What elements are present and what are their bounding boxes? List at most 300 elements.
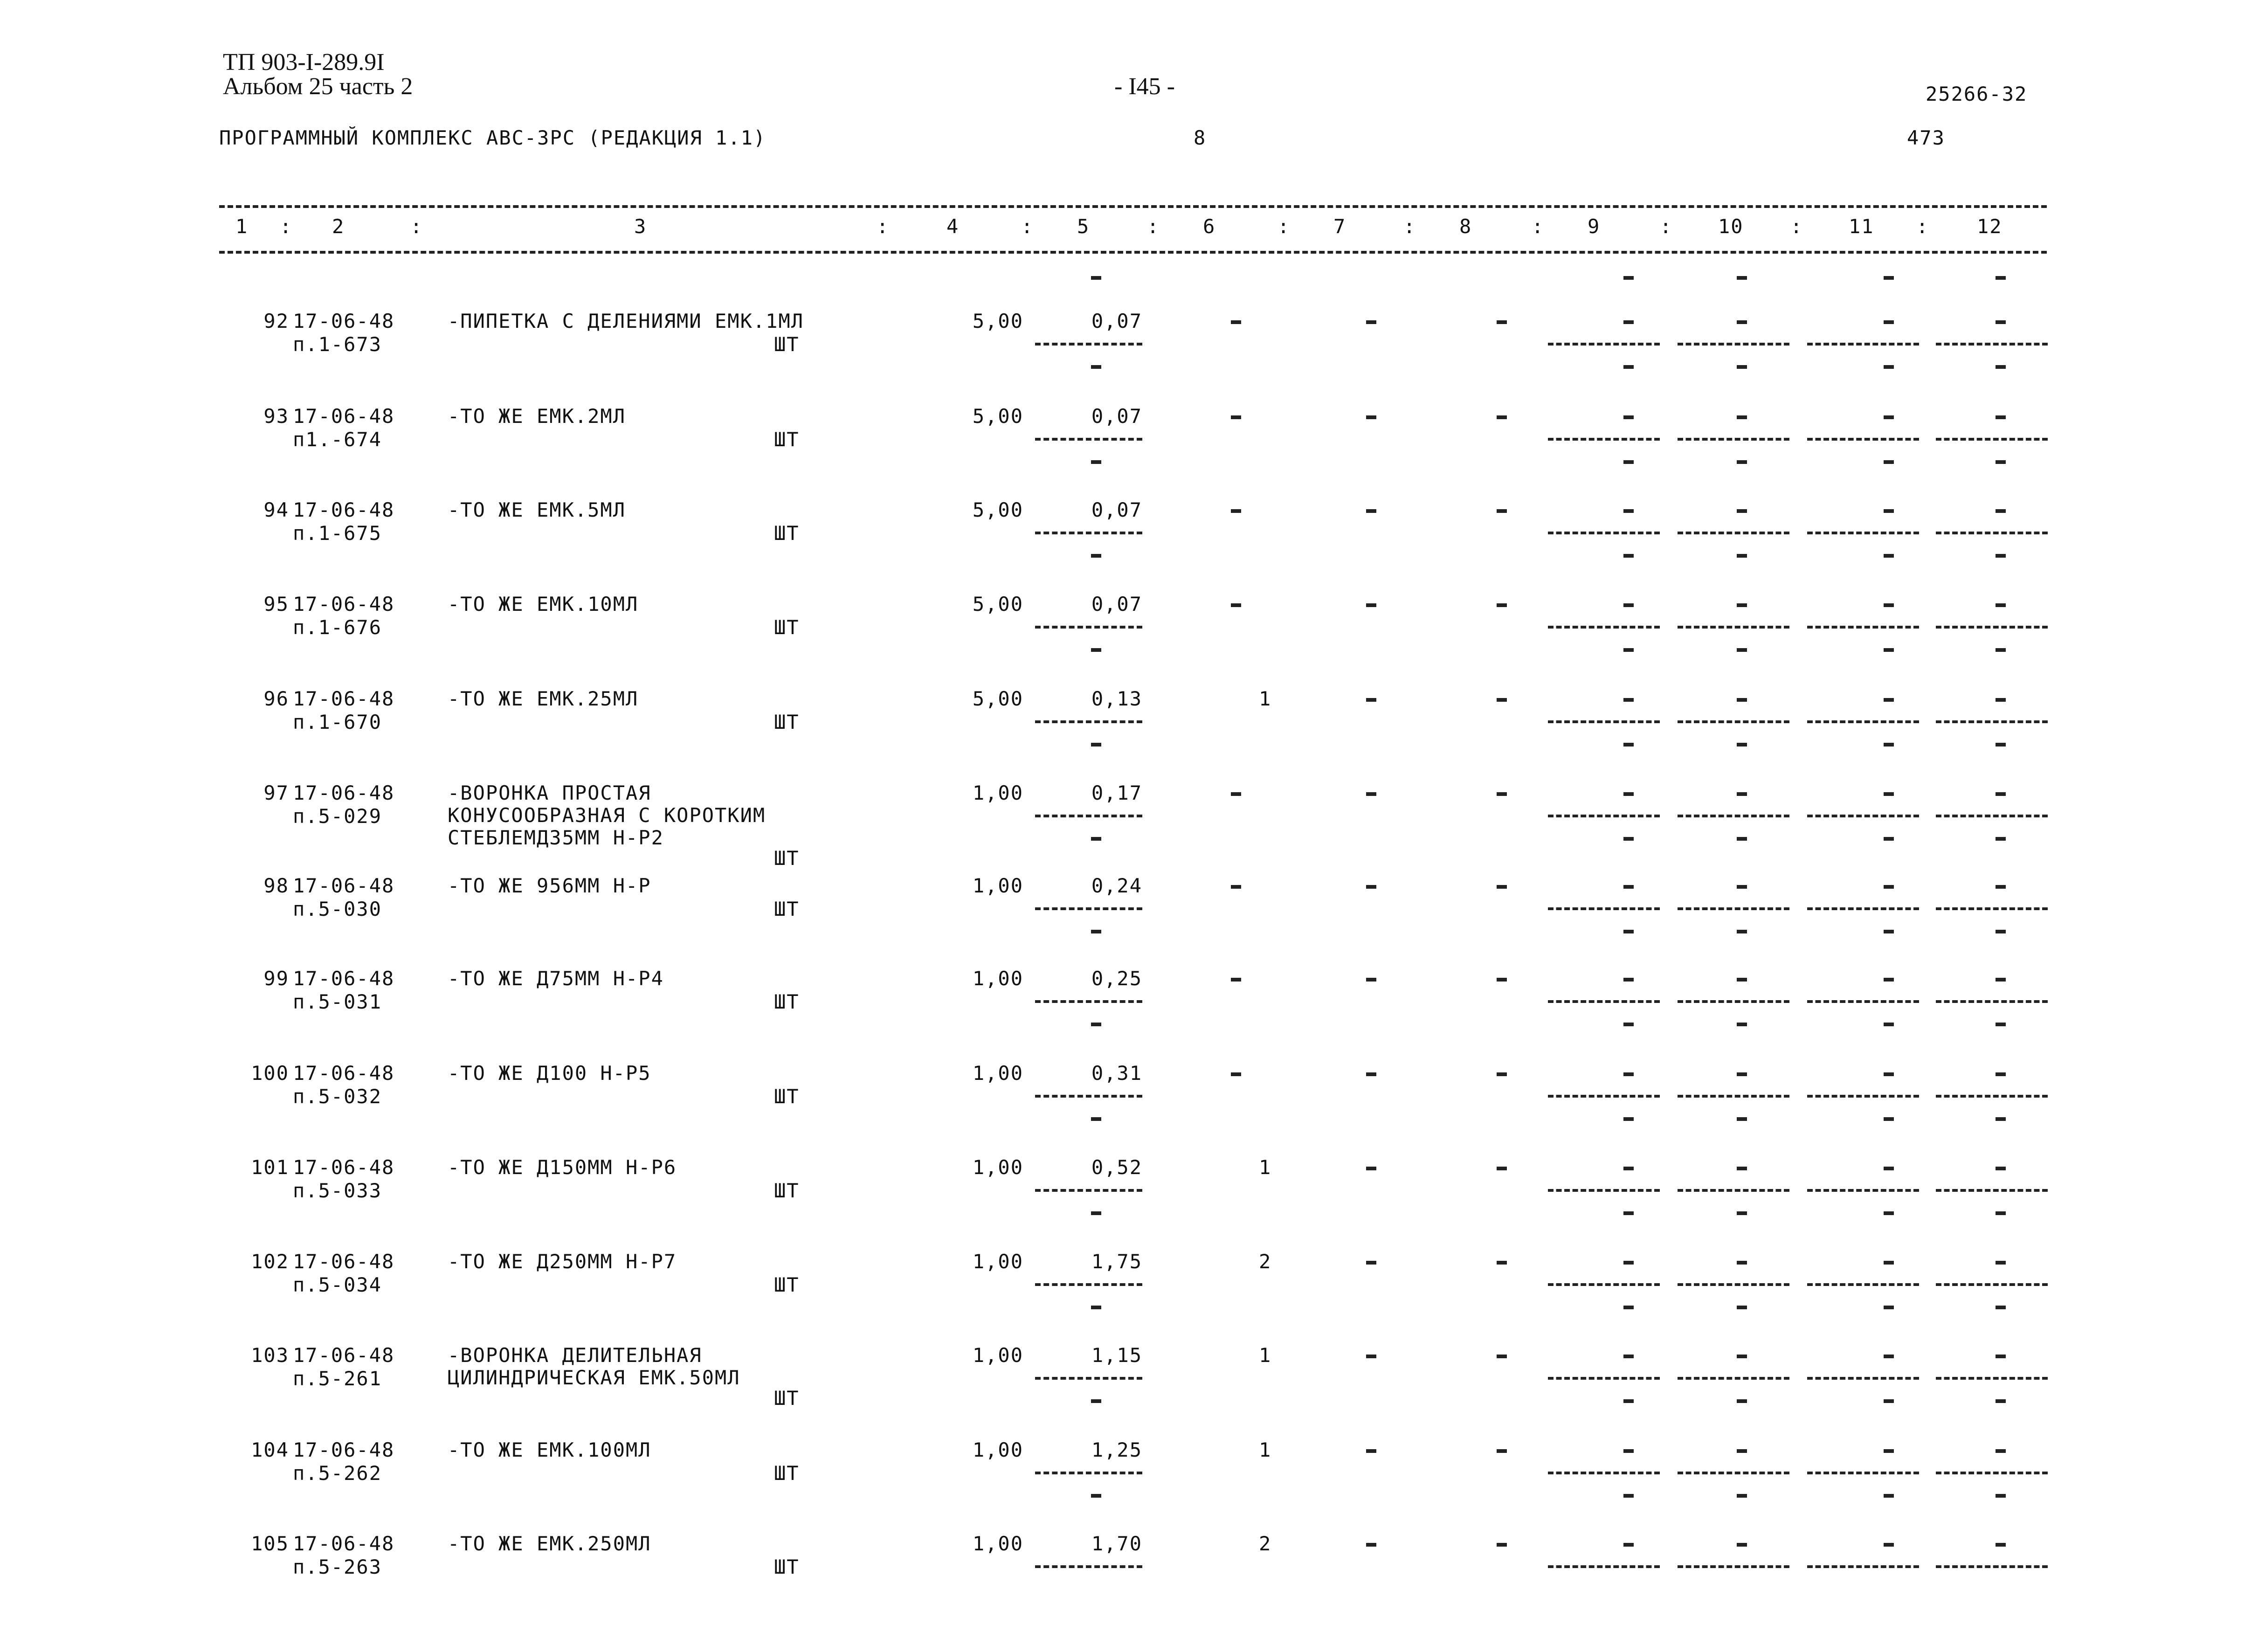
- row-unit: ШТ: [774, 1387, 800, 1410]
- column-separator: :: [877, 215, 890, 238]
- table-row: [0, 405, 2258, 498]
- column-header-7: 7: [1333, 215, 1347, 238]
- page-number: - I45 -: [1114, 73, 1175, 100]
- column-separator: :: [1021, 215, 1034, 238]
- row-code: 17-06-48: [293, 1344, 395, 1367]
- row-divider-mark: [1737, 276, 1747, 280]
- row-col-dash-top: [1737, 1355, 1747, 1358]
- row-divider-mark: [1996, 276, 2006, 280]
- row-unit: ШТ: [774, 847, 800, 870]
- row-name-line: -ТО ЖЕ ЕМК.10МЛ: [448, 593, 639, 615]
- row-value: 0,31: [1091, 1062, 1142, 1085]
- row-subcode: п1.-674: [293, 428, 382, 451]
- row-value: 0,24: [1091, 874, 1142, 897]
- row-col-underline: [1548, 1000, 1660, 1003]
- row-col7-dash: [1366, 603, 1376, 607]
- column-separator: :: [1403, 215, 1416, 238]
- row-subcode: п.5-032: [293, 1085, 382, 1108]
- table-row: [0, 499, 2258, 592]
- row-col-dash-bottom: [1623, 648, 1634, 652]
- row-col-dash-top: [1623, 1543, 1634, 1547]
- row-number: 98: [263, 874, 289, 897]
- row-name-line: -ТО ЖЕ ЕМК.2МЛ: [448, 405, 626, 428]
- row-subcode: п.5-030: [293, 898, 382, 920]
- table-row: [0, 1062, 2258, 1155]
- row-col-underline: [1936, 1377, 2048, 1380]
- column-header-3: 3: [634, 215, 647, 238]
- row-col-dash-top: [1996, 320, 2006, 324]
- row-col-dash-top: [1623, 415, 1634, 419]
- row-col-dash-top: [1623, 1355, 1634, 1358]
- row-col-dash-bottom: [1737, 554, 1747, 558]
- row-col-underline: [1936, 1283, 2048, 1286]
- row-col7-dash: [1366, 1072, 1376, 1076]
- row-value: 0,07: [1091, 593, 1142, 615]
- row-quantity: 5,00: [972, 405, 1023, 428]
- row-col-dash-top: [1737, 1543, 1747, 1547]
- row-col-underline: [1807, 438, 1919, 441]
- row-col5-underline: [1035, 1283, 1142, 1286]
- row-col8-dash: [1497, 698, 1507, 702]
- row-col5-underline: [1035, 1095, 1142, 1098]
- row-col-dash-bottom: [1623, 1306, 1634, 1309]
- row-col-dash-top: [1996, 1261, 2006, 1265]
- row-col5-underline: [1035, 815, 1142, 817]
- row-col-dash-top: [1623, 698, 1634, 702]
- row-col-dash-bottom: [1623, 743, 1634, 747]
- row-col8-dash: [1497, 1167, 1507, 1170]
- row-col-underline: [1548, 1565, 1660, 1568]
- row-col-dash-bottom: [1884, 365, 1894, 369]
- row-unit: ШТ: [774, 1085, 800, 1108]
- row-col6-dash: [1231, 603, 1241, 607]
- column-header-8: 8: [1459, 215, 1472, 238]
- row-col-dash-top: [1996, 1167, 2006, 1170]
- row-code: 17-06-48: [293, 593, 395, 615]
- row-col-dash-bottom: [1996, 1494, 2006, 1498]
- sheet-number: 8: [1194, 126, 1207, 149]
- row-number: 102: [251, 1250, 289, 1273]
- row-quantity: 5,00: [972, 593, 1023, 615]
- row-quantity: 5,00: [972, 687, 1023, 710]
- row-col-dash-top: [1884, 1355, 1894, 1358]
- row-name-line: -ВОРОНКА ДЕЛИТЕЛЬНАЯ: [448, 1344, 702, 1367]
- row-col-dash-bottom: [1996, 648, 2006, 652]
- row-col-dash-bottom: [1884, 460, 1894, 464]
- column-separator: :: [1790, 215, 1803, 238]
- row-col-dash-bottom: [1884, 1211, 1894, 1215]
- row-number: 92: [263, 310, 289, 332]
- column-header-6: 6: [1203, 215, 1216, 238]
- row-col5-underline: [1035, 1000, 1142, 1003]
- sheet-total: 473: [1907, 126, 1945, 149]
- row-col-dash-bottom: [1996, 930, 2006, 933]
- row-code: 17-06-48: [293, 781, 395, 804]
- row-col-dash-top: [1737, 603, 1747, 607]
- row-col6-dash: [1231, 885, 1241, 889]
- row-col-underline: [1548, 907, 1660, 910]
- row-col6-dash: [1231, 792, 1241, 796]
- row-col-dash-bottom: [1737, 648, 1747, 652]
- row-quantity: 1,00: [972, 781, 1023, 804]
- row-code: 17-06-48: [293, 1438, 395, 1461]
- row-col-underline: [1678, 1472, 1789, 1474]
- row-col6: 2: [1259, 1532, 1272, 1555]
- row-col7-dash: [1366, 1261, 1376, 1265]
- table-row: [0, 310, 2258, 403]
- table-row: [0, 1251, 2258, 1344]
- row-col8-dash: [1497, 415, 1507, 419]
- row-col-underline: [1548, 815, 1660, 817]
- row-unit: ШТ: [774, 1273, 800, 1296]
- row-col-dash-top: [1623, 978, 1634, 982]
- row-subcode: п.1-676: [293, 616, 382, 639]
- row-col8-dash: [1497, 885, 1507, 889]
- row-col6: 1: [1259, 687, 1272, 710]
- row-col-dash-top: [1884, 603, 1894, 607]
- column-header-2: 2: [332, 215, 345, 238]
- row-value: 1,70: [1091, 1532, 1142, 1555]
- row-unit: ШТ: [774, 616, 800, 639]
- row-quantity: 1,00: [972, 1156, 1023, 1179]
- row-col-dash-bottom: [1884, 930, 1894, 933]
- row-col8-dash: [1497, 1355, 1507, 1358]
- row-col-dash-bottom: [1884, 1117, 1894, 1121]
- row-col8-dash: [1497, 509, 1507, 513]
- column-separator: :: [1916, 215, 1929, 238]
- row-col-dash-top: [1737, 885, 1747, 889]
- row-col-dash-top: [1623, 320, 1634, 324]
- row-col-dash-bottom: [1623, 1211, 1634, 1215]
- column-header-12: 12: [1977, 215, 2003, 238]
- row-value: 1,15: [1091, 1344, 1142, 1367]
- row-col-dash-top: [1623, 603, 1634, 607]
- row-col-dash-top: [1996, 603, 2006, 607]
- row-col-underline: [1936, 1472, 2048, 1474]
- row-col-underline: [1807, 532, 1919, 534]
- row-subcode: п.1-670: [293, 711, 382, 733]
- row-col5-underline: [1035, 532, 1142, 534]
- row-col6-dash: [1231, 415, 1241, 419]
- row-col8-dash: [1497, 1449, 1507, 1453]
- row-col-dash-top: [1623, 1072, 1634, 1076]
- row-col-dash-top: [1884, 792, 1894, 796]
- column-header-4: 4: [946, 215, 960, 238]
- row-col-dash-top: [1884, 415, 1894, 419]
- row-col-underline: [1807, 1189, 1919, 1192]
- row-col-dash-bottom: [1996, 1117, 2006, 1121]
- row-col-dash-top: [1884, 320, 1894, 324]
- row-col-dash-top: [1737, 509, 1747, 513]
- row-value: 0,13: [1091, 687, 1142, 710]
- row-col-dash-bottom: [1996, 837, 2006, 841]
- row-col5-dash-bottom: [1091, 554, 1101, 558]
- row-col-underline: [1548, 1472, 1660, 1474]
- row-col5-dash-bottom: [1091, 1399, 1101, 1403]
- row-col-dash-bottom: [1884, 743, 1894, 747]
- row-col-dash-top: [1737, 1449, 1747, 1453]
- row-col-dash-bottom: [1737, 1023, 1747, 1026]
- row-col-dash-bottom: [1884, 1023, 1894, 1026]
- row-col-dash-bottom: [1623, 837, 1634, 841]
- row-col-dash-bottom: [1623, 1399, 1634, 1403]
- column-separator: :: [1532, 215, 1545, 238]
- row-col-dash-bottom: [1996, 1211, 2006, 1215]
- row-unit: ШТ: [774, 711, 800, 733]
- row-col-underline: [1807, 720, 1919, 723]
- row-col5-dash-bottom: [1091, 1117, 1101, 1121]
- row-subcode: п.5-034: [293, 1273, 382, 1296]
- row-col-dash-bottom: [1884, 554, 1894, 558]
- row-col-underline: [1936, 532, 2048, 534]
- row-col-underline: [1936, 907, 2048, 910]
- row-value: 0,52: [1091, 1156, 1142, 1179]
- row-col-dash-top: [1623, 1261, 1634, 1265]
- row-col-underline: [1548, 1095, 1660, 1098]
- row-col-dash-bottom: [1996, 554, 2006, 558]
- row-col6-dash: [1231, 509, 1241, 513]
- row-col-underline: [1678, 720, 1789, 723]
- row-col-dash-bottom: [1623, 1117, 1634, 1121]
- row-col-underline: [1807, 907, 1919, 910]
- row-col-underline: [1678, 532, 1789, 534]
- row-col5-dash-bottom: [1091, 1494, 1101, 1498]
- row-col-underline: [1936, 626, 2048, 629]
- row-col-dash-bottom: [1996, 743, 2006, 747]
- row-subcode: п.1-675: [293, 522, 382, 545]
- row-col-dash-top: [1996, 1543, 2006, 1547]
- row-code: 17-06-48: [293, 1156, 395, 1179]
- row-col-dash-top: [1884, 978, 1894, 982]
- row-number: 104: [251, 1438, 289, 1461]
- row-divider-mark: [1884, 276, 1894, 280]
- row-col-dash-top: [1737, 415, 1747, 419]
- row-col-dash-top: [1996, 509, 2006, 513]
- row-col-underline: [1936, 720, 2048, 723]
- row-subcode: п.5-031: [293, 990, 382, 1013]
- row-col5-underline: [1035, 1377, 1142, 1380]
- row-col6: 2: [1259, 1250, 1272, 1273]
- row-code: 17-06-48: [293, 1250, 395, 1273]
- row-col-dash-top: [1623, 885, 1634, 889]
- row-col7-dash: [1366, 1167, 1376, 1170]
- row-col5-dash-bottom: [1091, 648, 1101, 652]
- row-quantity: 5,00: [972, 498, 1023, 521]
- row-col6: 1: [1259, 1156, 1272, 1179]
- row-col6: 1: [1259, 1344, 1272, 1367]
- row-col6-dash: [1231, 320, 1241, 324]
- row-col-underline: [1548, 343, 1660, 346]
- row-value: 0,07: [1091, 405, 1142, 428]
- row-col5-underline: [1035, 1565, 1142, 1568]
- row-name-line: -ТО ЖЕ 956ММ Н-Р: [448, 874, 651, 897]
- row-col7-dash: [1366, 415, 1376, 419]
- row-col-dash-bottom: [1623, 460, 1634, 464]
- row-col-dash-bottom: [1884, 648, 1894, 652]
- row-name-line: -ТО ЖЕ ЕМК.25МЛ: [448, 687, 639, 710]
- row-col-dash-bottom: [1737, 837, 1747, 841]
- row-divider-mark: [1091, 276, 1101, 280]
- row-col-dash-bottom: [1737, 1494, 1747, 1498]
- row-name-line: -ТО ЖЕ ЕМК.5МЛ: [448, 498, 626, 521]
- row-col6-dash: [1231, 1072, 1241, 1076]
- row-col5-underline: [1035, 720, 1142, 723]
- row-col-dash-top: [1884, 1167, 1894, 1170]
- row-number: 100: [251, 1062, 289, 1085]
- row-col8-dash: [1497, 1261, 1507, 1265]
- row-col5-underline: [1035, 1472, 1142, 1474]
- row-quantity: 1,00: [972, 1532, 1023, 1555]
- row-col-underline: [1807, 1095, 1919, 1098]
- row-col-dash-top: [1737, 1261, 1747, 1265]
- row-col-underline: [1807, 815, 1919, 817]
- row-col5-dash-bottom: [1091, 1306, 1101, 1309]
- row-col-dash-bottom: [1884, 837, 1894, 841]
- row-subcode: п.1-673: [293, 333, 382, 356]
- row-unit: ШТ: [774, 428, 800, 451]
- row-code: 17-06-48: [293, 687, 395, 710]
- row-col-dash-top: [1623, 1449, 1634, 1453]
- row-number: 103: [251, 1344, 289, 1367]
- row-name-line: КОНУСООБРАЗНАЯ С КОРОТКИМ: [448, 804, 766, 827]
- header-bottom-rule: [219, 251, 2047, 254]
- row-code: 17-06-48: [293, 1062, 395, 1085]
- row-col-dash-bottom: [1737, 1211, 1747, 1215]
- row-number: 94: [263, 498, 289, 521]
- row-col5-dash-bottom: [1091, 743, 1101, 747]
- row-unit: ШТ: [774, 333, 800, 356]
- row-col-dash-top: [1996, 1449, 2006, 1453]
- row-number: 97: [263, 781, 289, 804]
- row-subcode: п.5-029: [293, 805, 382, 828]
- row-name-line: -ТО ЖЕ Д250ММ Н-Р7: [448, 1250, 677, 1273]
- table-row: [0, 875, 2258, 968]
- row-subcode: п.5-262: [293, 1462, 382, 1485]
- row-col-dash-bottom: [1623, 365, 1634, 369]
- row-col8-dash: [1497, 792, 1507, 796]
- program-line: ПРОГРАММНЫЙ КОМПЛЕКС АВС-3РС (РЕДАКЦИЯ 1.1): [219, 126, 766, 149]
- row-col-underline: [1678, 1283, 1789, 1286]
- row-col8-dash: [1497, 1543, 1507, 1547]
- column-header-1: 1: [235, 215, 249, 238]
- row-value: 0,17: [1091, 781, 1142, 804]
- row-quantity: 1,00: [972, 1344, 1023, 1367]
- row-code: 17-06-48: [293, 1532, 395, 1555]
- row-col-underline: [1807, 1565, 1919, 1568]
- row-col5-dash-bottom: [1091, 365, 1101, 369]
- row-col7-dash: [1366, 792, 1376, 796]
- row-col-dash-top: [1996, 415, 2006, 419]
- row-col7-dash: [1366, 509, 1376, 513]
- row-col-dash-top: [1737, 1072, 1747, 1076]
- row-col-dash-bottom: [1737, 1117, 1747, 1121]
- row-col-dash-top: [1737, 320, 1747, 324]
- row-col-underline: [1548, 1189, 1660, 1192]
- row-value: 0,07: [1091, 310, 1142, 332]
- row-col-dash-bottom: [1996, 1023, 2006, 1026]
- table-row: [0, 1439, 2258, 1532]
- row-code: 17-06-48: [293, 310, 395, 332]
- column-separator: :: [1277, 215, 1291, 238]
- row-name-line: СТЕБЛЕМД35ММ Н-Р2: [448, 826, 664, 849]
- row-col-dash-bottom: [1737, 1399, 1747, 1403]
- row-value: 1,25: [1091, 1438, 1142, 1461]
- row-col-underline: [1678, 1189, 1789, 1192]
- row-col-dash-top: [1884, 885, 1894, 889]
- album-line: Альбом 25 часть 2: [223, 73, 413, 100]
- row-value: 1,75: [1091, 1250, 1142, 1273]
- row-col-underline: [1807, 1472, 1919, 1474]
- row-col-underline: [1678, 907, 1789, 910]
- row-col-dash-bottom: [1737, 460, 1747, 464]
- column-header-9: 9: [1588, 215, 1601, 238]
- table-row: [0, 1533, 2258, 1626]
- row-col7-dash: [1366, 1543, 1376, 1547]
- row-name-line: -ТО ЖЕ Д100 Н-Р5: [448, 1062, 651, 1085]
- row-col6-dash: [1231, 978, 1241, 982]
- row-subcode: п.5-033: [293, 1179, 382, 1202]
- row-number: 96: [263, 687, 289, 710]
- row-col-underline: [1936, 343, 2048, 346]
- row-name-line: -ТО ЖЕ Д75ММ Н-Р4: [448, 967, 664, 990]
- row-col-underline: [1807, 1000, 1919, 1003]
- row-col-dash-bottom: [1623, 930, 1634, 933]
- row-quantity: 1,00: [972, 1438, 1023, 1461]
- row-col8-dash: [1497, 320, 1507, 324]
- row-col-underline: [1936, 1095, 2048, 1098]
- row-col-underline: [1678, 1377, 1789, 1380]
- row-col-dash-bottom: [1996, 460, 2006, 464]
- row-col-dash-top: [1884, 1449, 1894, 1453]
- row-col-underline: [1678, 438, 1789, 441]
- row-divider-mark: [1623, 276, 1634, 280]
- row-col-underline: [1678, 343, 1789, 346]
- row-col7-dash: [1366, 320, 1376, 324]
- row-quantity: 1,00: [972, 874, 1023, 897]
- row-unit: ШТ: [774, 1179, 800, 1202]
- row-col5-underline: [1035, 343, 1142, 346]
- row-col5-dash-bottom: [1091, 460, 1101, 464]
- row-col-dash-top: [1623, 1167, 1634, 1170]
- row-col-underline: [1678, 1565, 1789, 1568]
- row-col-underline: [1678, 626, 1789, 629]
- table-row: [0, 968, 2258, 1061]
- row-col7-dash: [1366, 698, 1376, 702]
- row-col-dash-top: [1623, 509, 1634, 513]
- header-top-rule: [219, 205, 2047, 208]
- column-separator: :: [1147, 215, 1160, 238]
- row-col-underline: [1548, 1377, 1660, 1380]
- row-code: 17-06-48: [293, 498, 395, 521]
- row-col8-dash: [1497, 978, 1507, 982]
- row-col-underline: [1548, 438, 1660, 441]
- row-unit: ШТ: [774, 898, 800, 920]
- column-separator: :: [1660, 215, 1673, 238]
- row-name-line: -ВОРОНКА ПРОСТАЯ: [448, 781, 651, 804]
- table-row: [0, 1344, 2258, 1438]
- row-col7-dash: [1366, 885, 1376, 889]
- row-quantity: 1,00: [972, 1062, 1023, 1085]
- row-col-underline: [1807, 626, 1919, 629]
- row-code: 17-06-48: [293, 967, 395, 990]
- row-col-dash-top: [1996, 698, 2006, 702]
- row-number: 105: [251, 1532, 289, 1555]
- row-col-dash-bottom: [1884, 1494, 1894, 1498]
- row-code: 17-06-48: [293, 405, 395, 428]
- row-col6: 1: [1259, 1438, 1272, 1461]
- row-name-line: -ПИПЕТКА С ДЕЛЕНИЯМИ ЕМК.1МЛ: [448, 310, 804, 332]
- row-col-dash-bottom: [1737, 365, 1747, 369]
